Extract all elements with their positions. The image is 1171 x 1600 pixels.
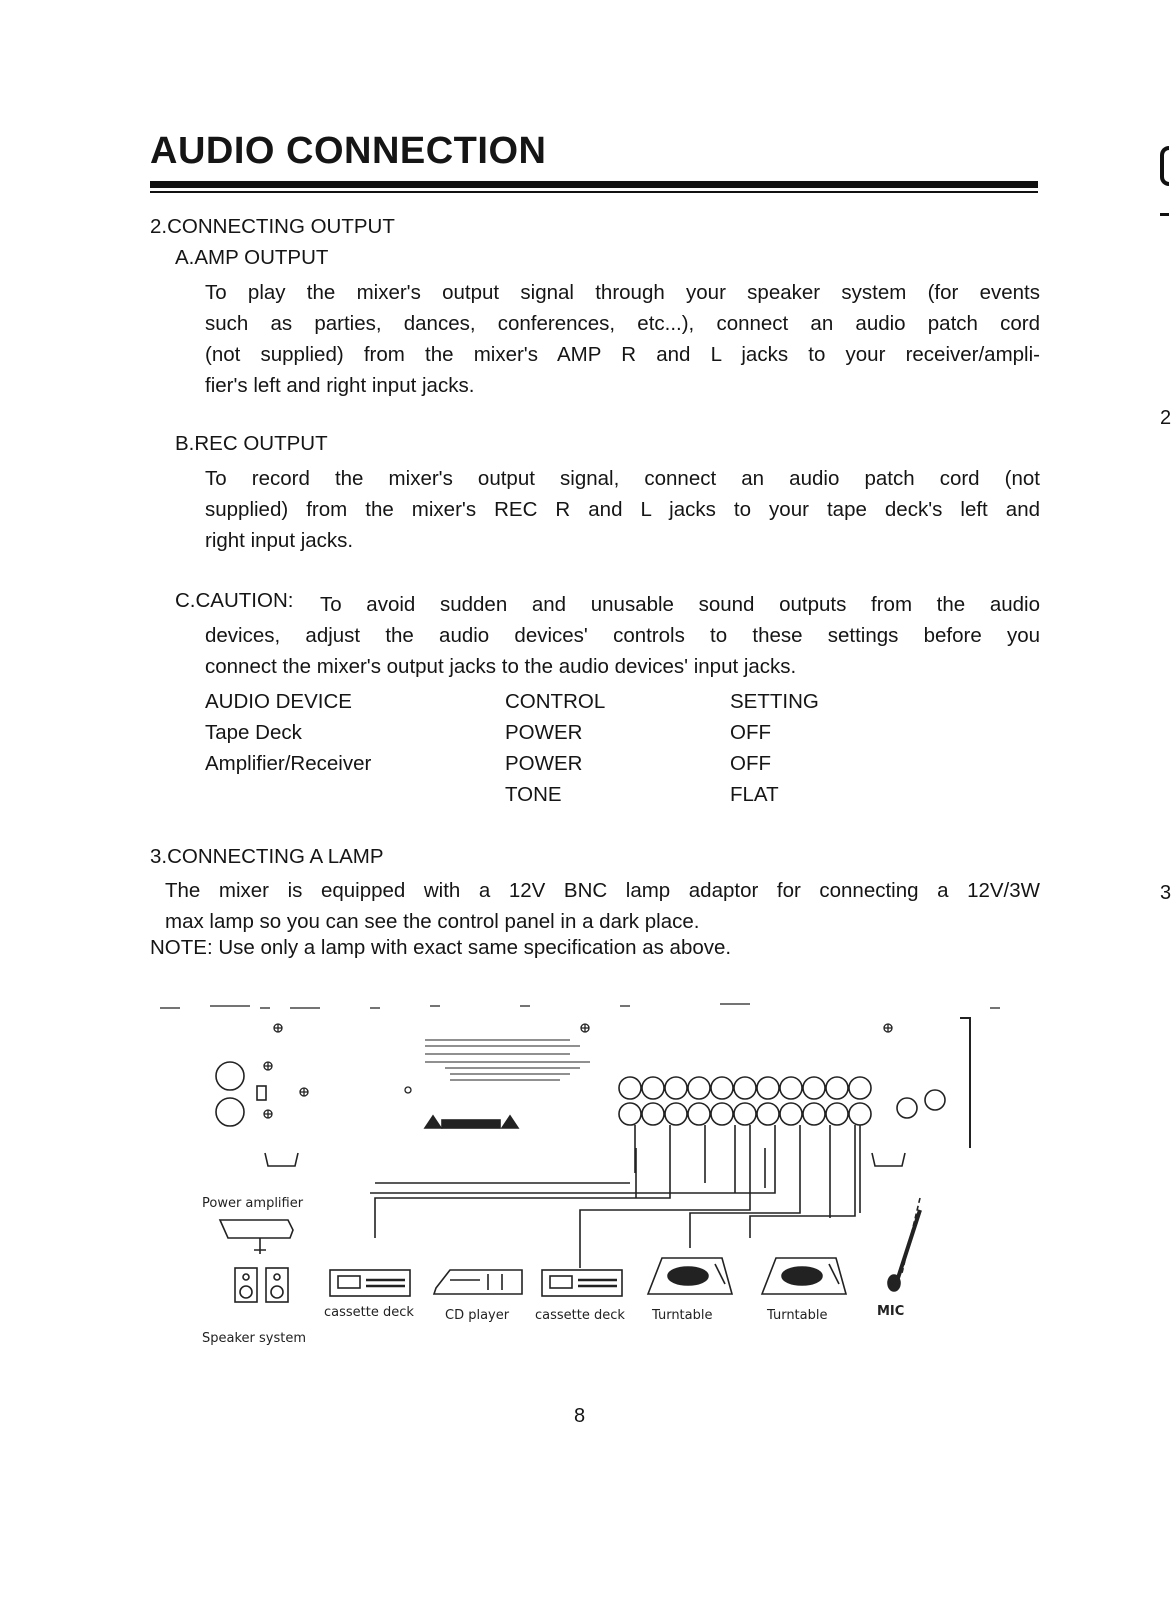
label-turntable-1: Turntable <box>652 1308 713 1323</box>
section-heading-output: 2.CONNECTING OUTPUT <box>150 215 395 238</box>
table-header-control: CONTROL <box>505 690 606 713</box>
label-power-amplifier: Power amplifier <box>202 1196 304 1211</box>
text-line: max lamp so you can see the control panel in a dark place. <box>165 910 700 933</box>
paragraph-rec-output <box>205 463 1040 556</box>
text-line: supplied) from the mixer's REC R and L jacks to your tape deck's left and <box>205 498 1040 521</box>
table-cell: TONE <box>505 783 562 806</box>
label-turntable-2: Turntable <box>767 1308 828 1323</box>
label-speaker-system: Speaker system <box>202 1331 307 1346</box>
text-line: To avoid sudden and unusable sound outputs from the audio <box>320 593 1040 616</box>
text-line: The mixer is equipped with a 12V BNC lamp adaptor for connecting a 12V/3W <box>165 879 1040 902</box>
page-title: AUDIO CONNECTION <box>150 130 547 172</box>
label-cassette-deck-2: cassette deck <box>535 1308 625 1323</box>
text-line: such as parties, dances, conferences, etc...), connect an audio patch cord <box>205 312 1040 335</box>
label-cd-player: CD player <box>445 1308 510 1323</box>
label-mic: MIC <box>877 1304 905 1319</box>
text-line: (not supplied) from the mixer's AMP R and L jacks to your receiver/ampli- <box>205 343 1040 366</box>
paragraph-caution <box>205 620 1040 682</box>
section-heading-lamp: 3.CONNECTING A LAMP <box>150 845 384 868</box>
paragraph-amp-output <box>205 277 1040 401</box>
subheading-rec-output: B.REC OUTPUT <box>175 432 328 455</box>
caution-label: C.CAUTION: <box>175 589 294 612</box>
neighbor-page-rule-fragment <box>1160 213 1169 216</box>
text-line: right input jacks. <box>205 529 354 552</box>
label-cassette-deck-1: cassette deck <box>324 1305 414 1320</box>
table-cell: FLAT <box>730 783 779 806</box>
table-cell: Tape Deck <box>205 721 302 744</box>
text-line: To play the mixer's output signal through your speaker system (for events <box>205 281 1040 304</box>
text-line: devices, adjust the audio devices' controls to these settings before you <box>205 624 1040 647</box>
table-header-setting: SETTING <box>730 690 819 713</box>
table-cell: OFF <box>730 721 771 744</box>
page-number: 8 <box>574 1405 586 1427</box>
table-cell: POWER <box>505 721 583 744</box>
paragraph-lamp <box>165 875 1040 937</box>
title-rule-thin <box>150 191 1038 193</box>
table-cell: POWER <box>505 752 583 775</box>
text-line: To record the mixer's output signal, connect an audio patch cord (not <box>205 467 1040 490</box>
subheading-amp-output: A.AMP OUTPUT <box>175 246 329 269</box>
title-rule <box>150 181 1038 188</box>
neighbor-page-number-fragment: 2 <box>1160 407 1171 429</box>
text-line: connect the mixer's output jacks to the audio devices' input jacks. <box>205 655 797 678</box>
neighbor-page-number-fragment: 3 <box>1160 882 1171 904</box>
caution-first-line <box>320 589 1040 620</box>
table-cell: Amplifier/Receiver <box>205 752 372 775</box>
note-lamp: NOTE: Use only a lamp with exact same specification as above. <box>150 936 732 959</box>
connection-diagram <box>150 988 1020 1358</box>
text-line: fier's left and right input jacks. <box>205 374 475 397</box>
table-header-device: AUDIO DEVICE <box>205 690 352 713</box>
neighbor-page-letter-fragment <box>1160 146 1169 186</box>
table-cell: OFF <box>730 752 771 775</box>
